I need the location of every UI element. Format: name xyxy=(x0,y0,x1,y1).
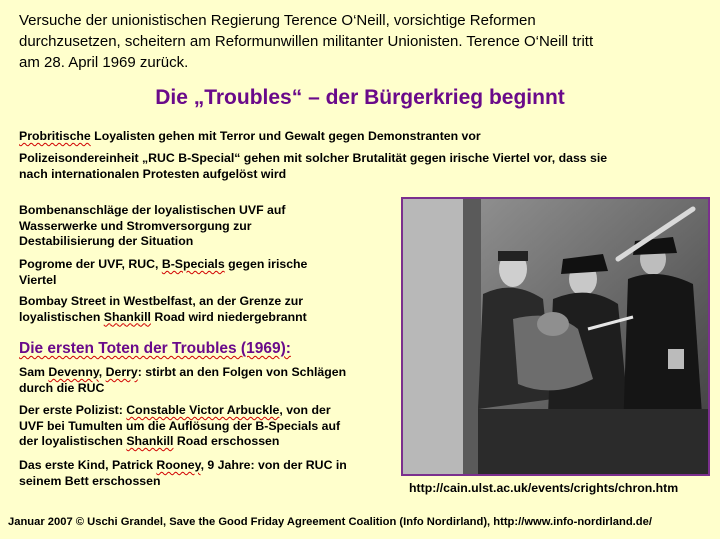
death-rooney xyxy=(19,458,347,489)
intro-line-2: durchzusetzen, scheitern am Reformunwillen militanter Unionisten. Terence O‘Neill tritt xyxy=(19,33,594,50)
paragraph-bombay-street xyxy=(19,294,307,325)
arbuckle-line-3 xyxy=(19,434,340,450)
bombings-line-1: Bombenanschläge der loyalistischen UVF auf xyxy=(19,203,286,217)
devenny-e: : stirbt an den Folgen von Schlägen xyxy=(137,365,347,379)
rooney-a: Das erste Kind, Patrick xyxy=(19,458,157,472)
rooney-line-2: seinem Bett erschossen xyxy=(19,473,161,488)
arbuckle-c: , von der xyxy=(279,403,331,417)
probritische-word: Probritische xyxy=(19,129,91,143)
devenny-c: , xyxy=(98,365,106,379)
devenny-a: Sam xyxy=(19,365,49,379)
paragraph-bombings xyxy=(19,203,286,250)
rooney-name: Rooney xyxy=(156,458,201,472)
pogroms-line-2: Viertel xyxy=(19,272,57,287)
paragraph-loyalists xyxy=(19,129,481,145)
historic-photo xyxy=(401,197,710,476)
arbuckle-name: Constable Victor Arbuckle xyxy=(126,403,280,417)
pogroms-text-a: Pogrome der UVF, RUC, xyxy=(19,257,162,271)
death-devenny xyxy=(19,365,346,396)
ruc-line-1: Polizeisondereinheit „RUC B-Special“ gehen mit solcher Brutalität gegen irische Viertel vor, dass sie xyxy=(19,151,608,165)
arbuckle-line-1 xyxy=(19,403,340,419)
intro-line-3: am 28. April 1969 zurück. xyxy=(19,54,189,71)
bombay-text-c: Road wird niedergebrannt xyxy=(150,309,307,324)
arbuckle-line-2: UVF bei Tumulten um die Auflösung der B-Specials auf xyxy=(19,418,341,433)
pogroms-text-c: gegen irische xyxy=(224,257,308,271)
slide-title: Die „Troubles“ – der Bürgerkrieg beginnt xyxy=(155,86,565,109)
loyalists-text: Loyalisten gehen mit Terror und Gewalt gegen Demonstranten vor xyxy=(90,129,481,143)
devenny-name: Devenny xyxy=(48,365,99,379)
paragraph-pogroms xyxy=(19,257,307,288)
death-arbuckle xyxy=(19,403,340,450)
photo-illustration xyxy=(403,199,708,474)
arbuckle-line3-c: Road erschossen xyxy=(173,434,280,448)
footer-credit: Januar 2007 © Uschi Grandel, Save the Good Friday Agreement Coalition (Info Nordirland), http://www.info-nordirland.de/ xyxy=(8,516,652,528)
arbuckle-a: Der erste Polizist: xyxy=(19,403,127,417)
bombings-line-2: Wasserwerke und Stromversorgung zur xyxy=(19,218,252,233)
b-specials-word: B-Specials xyxy=(161,257,225,271)
intro-line-1: Versuche der unionistischen Regierung Terence O‘Neill, vorsichtige Reformen xyxy=(19,12,536,29)
bombings-line-3: Destabilisierung der Situation xyxy=(19,234,194,248)
first-deaths-heading xyxy=(19,340,291,358)
shankill-word: Shankill xyxy=(103,309,151,324)
photo-source-link[interactable]: http://cain.ulst.ac.uk/events/crights/chron.htm xyxy=(409,481,679,495)
rooney-line-1 xyxy=(19,458,347,474)
rooney-c: , 9 Jahre: von der RUC in xyxy=(200,458,347,472)
bombay-text-a: loyalistischen xyxy=(19,309,104,324)
intro-text xyxy=(19,10,709,73)
arbuckle-line3-a: der loyalistischen xyxy=(19,434,127,448)
devenny-line-2: durch die RUC xyxy=(19,380,105,395)
first-deaths-heading-text: Die ersten Toten der Troubles (1969): xyxy=(19,340,291,357)
ruc-line-2: nach internationalen Protesten aufgelöst wird xyxy=(19,166,287,181)
pogroms-line-1 xyxy=(19,257,307,273)
paragraph-ruc xyxy=(19,151,607,182)
bombay-line-2 xyxy=(19,310,307,326)
derry-name: Derry xyxy=(105,365,138,379)
bombay-line-1: Bombay Street in Westbelfast, an der Grenze zur xyxy=(19,294,304,308)
devenny-line-1 xyxy=(19,365,346,381)
arbuckle-shankill-word: Shankill xyxy=(126,434,174,448)
